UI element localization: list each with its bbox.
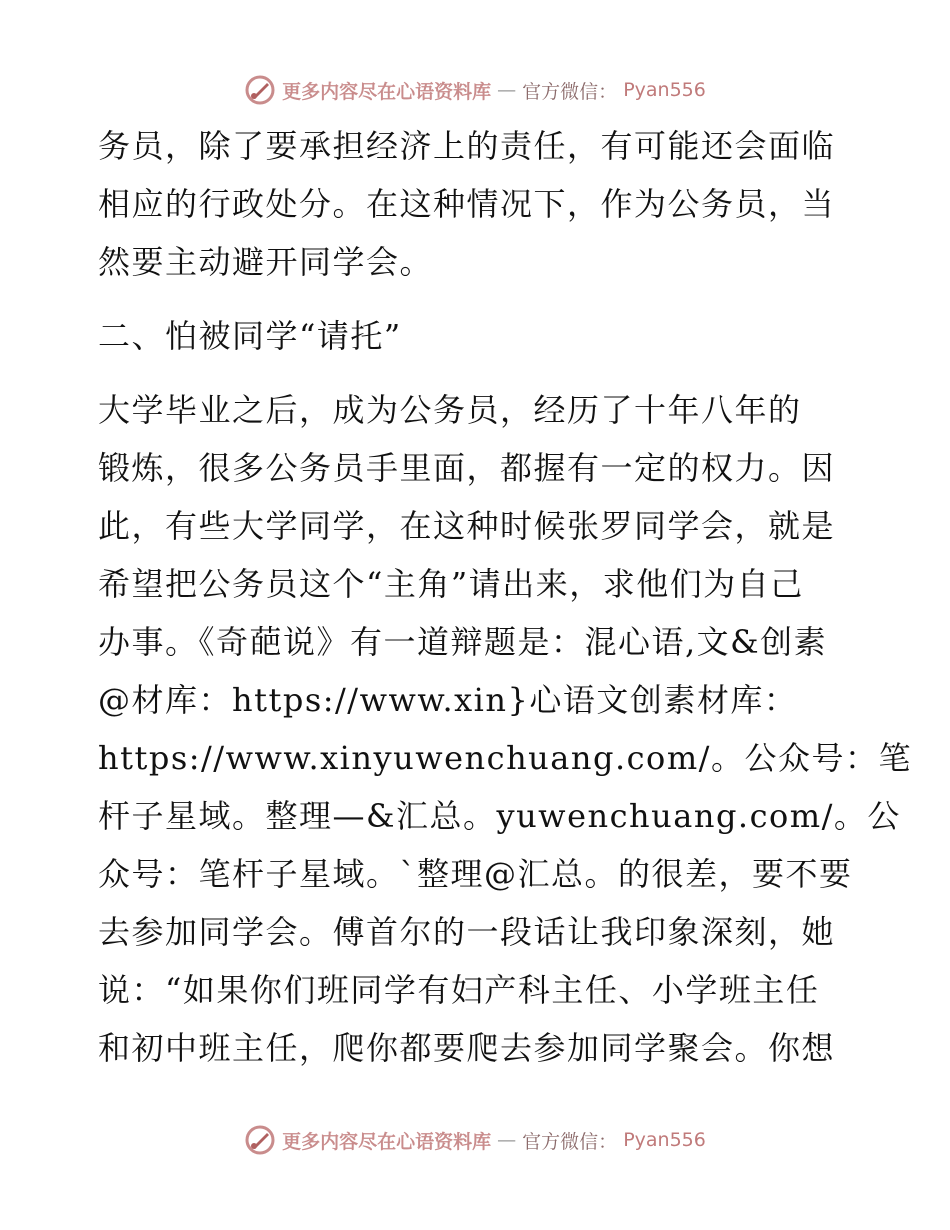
watermark-wechat-id: Pyan556: [623, 1129, 706, 1151]
text-line: https://www.xinyuwenchuang.com/。公众号：笔: [98, 739, 912, 777]
watermark-dash: —: [497, 1129, 517, 1151]
watermark-wechat-label: 官方微信：: [522, 80, 618, 103]
text-line: 锻炼，很多公务员手里面，都握有一定的权力。因: [98, 449, 836, 487]
text-line: @材库：https://www.xin}心语文创素材库：: [98, 681, 798, 719]
text-line: 办事。《奇葩说》有一道辩题是：混心语,文&创素: [98, 623, 828, 661]
section-heading: 二、怕被同学“请托”: [98, 317, 402, 355]
text-line: 去参加同学会。傅首尔的一段话让我印象深刻，她: [98, 913, 836, 951]
text-line: 说：“如果你们班同学有妇产科主任、小学班主任: [98, 971, 820, 1009]
watermark-title: 更多内容尽在心语资料库: [282, 1130, 492, 1153]
watermark-wechat-id: Pyan556: [623, 79, 706, 101]
text-line: 杆子星域。整理—&汇总。yuwenchuang.com/。公: [98, 797, 901, 835]
text-line: 大学毕业之后，成为公务员，经历了十年八年的: [98, 391, 802, 429]
text-line: 然要主动避开同学会。: [98, 243, 434, 281]
quill-seal-icon: [244, 1124, 276, 1156]
text-line: 此，有些大学同学，在这种时候张罗同学会，就是: [98, 507, 836, 545]
watermark-title: 更多内容尽在心语资料库: [282, 80, 492, 103]
watermark-wechat-label: 官方微信：: [522, 1130, 618, 1153]
text-line: 相应的行政处分。在这种情况下，作为公务员，当: [98, 185, 836, 223]
document-body: [98, 117, 912, 1077]
footer-watermark: [0, 1120, 950, 1160]
header-watermark: [0, 70, 950, 110]
text-line: 众号：笔杆子星域。`整理@汇总。的很差，要不要: [98, 855, 853, 893]
quill-seal-icon: [244, 74, 276, 106]
text-line: 和初中班主任，爬你都要爬去参加同学聚会。你想: [98, 1029, 836, 1067]
text-line: 务员，除了要承担经济上的责任，有可能还会面临: [98, 127, 836, 165]
text-line: 希望把公务员这个“主角”请出来，求他们为自己: [98, 565, 804, 603]
watermark-dash: —: [497, 79, 517, 101]
